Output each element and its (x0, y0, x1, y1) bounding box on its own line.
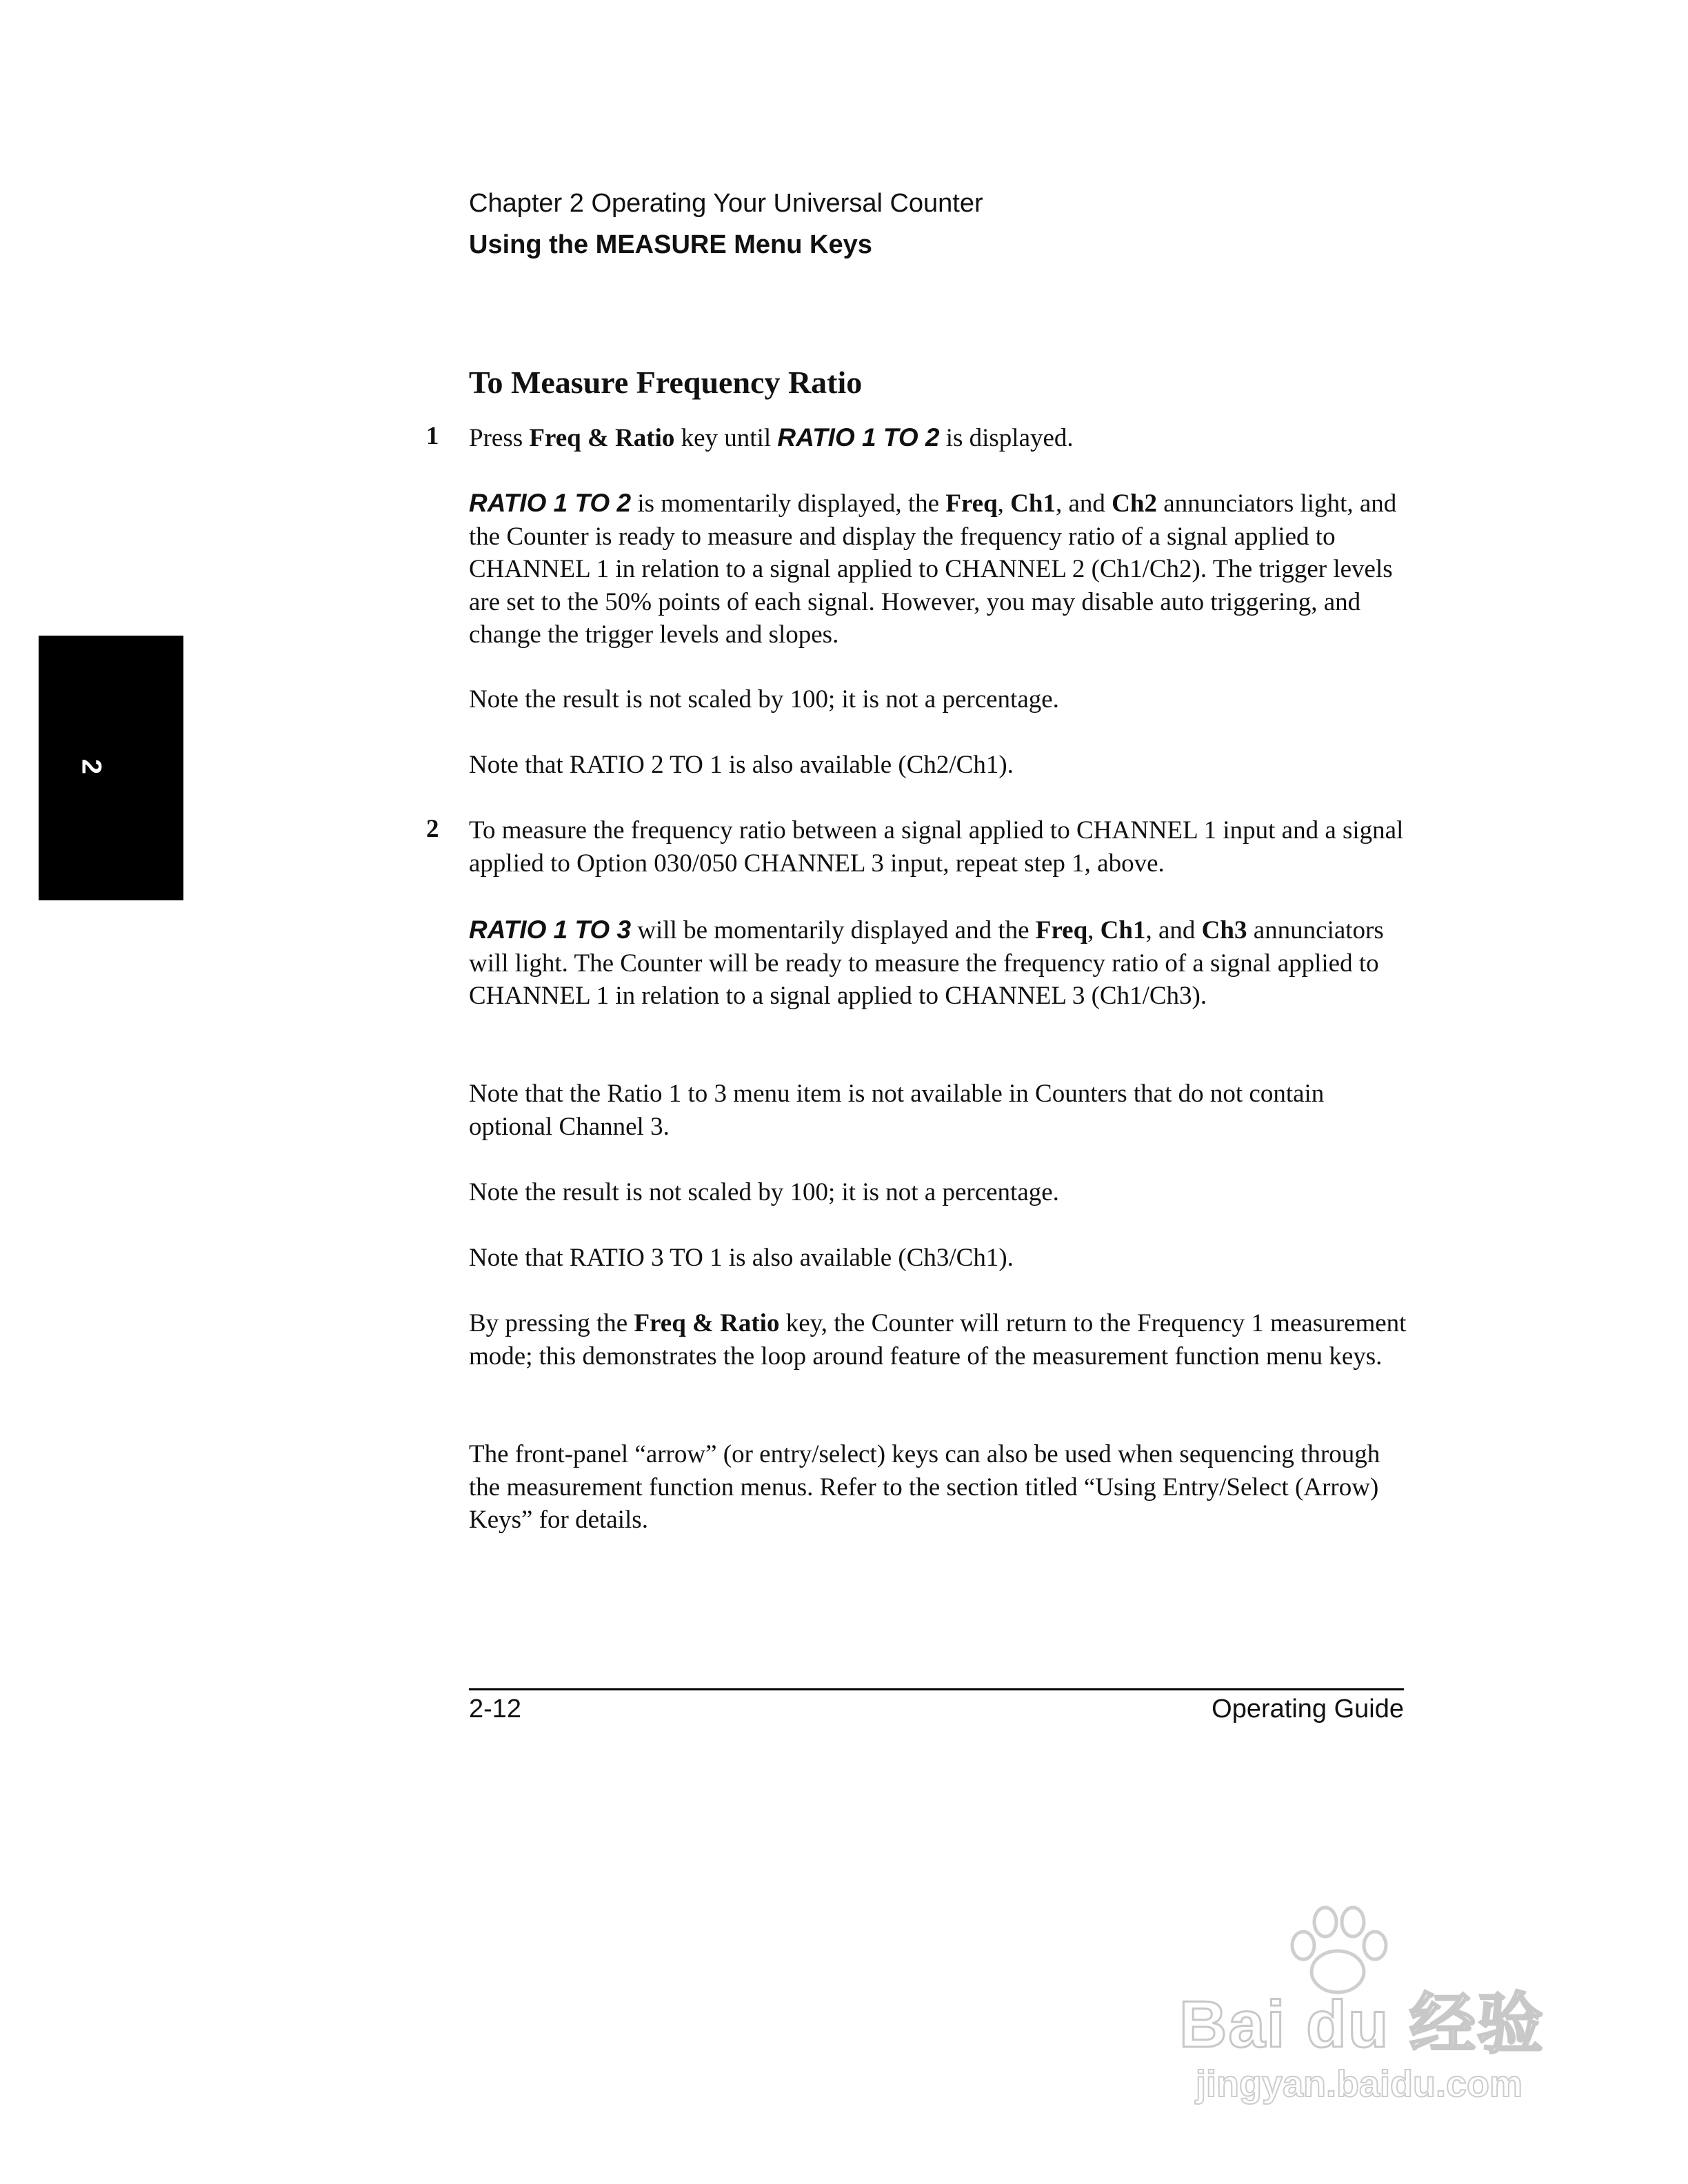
step-1-number: 1 (426, 422, 439, 450)
display-readout: RATIO 1 TO 2 (777, 423, 940, 452)
chapter-tab (39, 636, 183, 900)
key-name: Freq & Ratio (529, 424, 675, 452)
note-not-scaled-2: Note the result is not scaled by 100; it is not a percentage. (469, 1178, 1059, 1206)
section-header: Using the MEASURE Menu Keys (469, 230, 872, 259)
note-ratio-2-1: Note that RATIO 2 TO 1 is also available (Ch2/Ch1). (469, 751, 1014, 779)
paragraph-ratio-1-2: RATIO 1 TO 2 is momentarily displayed, the Freq, Ch1, and Ch2 annunciators light, and the Counter is ready to measure and display the frequency ratio of a signal applied to CHANNEL 1 in relation to a signal applied to CHANNEL 2 (Ch1/Ch2). The trigger levels are set to the 50% points of each signal. However, you may disable auto triggering, and change the trigger levels and slopes. (469, 489, 1397, 649)
guide-name: Operating Guide (1212, 1695, 1404, 1723)
step-1-text: Press Freq & Ratio key until RATIO 1 TO 2 is displayed. (469, 423, 1074, 452)
page-title: To Measure Frequency Ratio (469, 365, 863, 400)
paragraph-loop-around: By pressing the Freq & Ratio key, the Counter will return to the Frequency 1 measurement mode; this demonstrates the loop around feature of the measurement function menu keys. (469, 1309, 1407, 1371)
watermark-logo: Bai du 经验 (1179, 1988, 1545, 2061)
step-2-number: 2 (426, 815, 439, 843)
paragraph-arrow-keys: The front-panel “arrow” (or entry/select) keys can also be used when sequencing through the measurement function menus. Refer to the section titled “Using Entry/Select (Arrow) Keys” for details. (469, 1440, 1380, 1534)
note-channel-3-option: Note that the Ratio 1 to 3 menu item is not available in Counters that do not contain optional Channel 3. (469, 1080, 1325, 1141)
display-readout: RATIO 1 TO 3 (469, 916, 632, 944)
chapter-tab-number: 2 (76, 758, 107, 775)
note-ratio-3-1: Note that RATIO 3 TO 1 is also available (Ch3/Ch1). (469, 1244, 1014, 1272)
note-not-scaled-1: Note the result is not scaled by 100; it is not a percentage. (469, 685, 1059, 714)
watermark-url: jingyan.baidu.com (1196, 2063, 1523, 2105)
step-2-text: To measure the frequency ratio between a signal applied to CHANNEL 1 input and a signal applied to Option 030/050 CHANNEL 3 input, repeat step 1, above. (469, 816, 1404, 878)
display-readout: RATIO 1 TO 2 (469, 489, 632, 517)
baidu-watermark (1179, 1903, 1579, 2110)
chapter-header: Chapter 2 Operating Your Universal Counter (469, 189, 983, 218)
key-name: Freq & Ratio (634, 1309, 780, 1337)
paragraph-ratio-1-3: RATIO 1 TO 3 will be momentarily displayed and the Freq, Ch1, and Ch3 annunciators will light. The Counter will be ready to measure the frequency ratio of a signal applied to CHANNEL 1 in relation to a signal applied to CHANNEL 3 (Ch1/Ch3). (469, 916, 1384, 1010)
page-number: 2-12 (469, 1695, 522, 1723)
footer-rule (469, 1688, 1404, 1690)
